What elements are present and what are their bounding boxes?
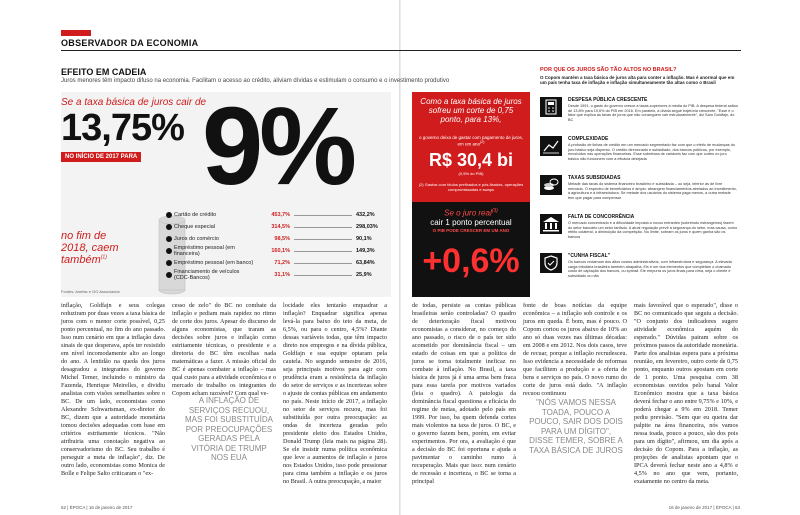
gdp-line-1-text: Se o juro real (444, 208, 492, 218)
row-bullet (166, 248, 172, 254)
row-arrow (294, 215, 352, 216)
row-old: 314,5% (271, 224, 290, 230)
row-label: Empréstimo pessoal (em banco) (174, 260, 254, 266)
row-bullet (166, 224, 172, 230)
table-row (174, 257, 388, 269)
section-rule (61, 50, 741, 51)
why-title: POR QUE OS JUROS SÃO TÃO ALTOS NO BRASIL? (540, 67, 677, 73)
row-new: 298,03% (356, 224, 378, 230)
row-old: 31,1% (274, 272, 290, 278)
row-label: Empréstimo pessoal (em financeira) (174, 245, 235, 257)
row-bullet (166, 212, 172, 218)
article-column-1: inflação, Goldfajn e seus colegas reduziram por duas vezes a taxa básica de juros com o menor corte possível, 0,25 ponto percentual, no fim do ano passado. Isso num cenário em que a inflação dava sinais de que desperava, após ter resistido em nível incomodamente alto ao longo do ano. A lentidão na queda dos juros desagradou a integrantes do governo Michel Temer, incluindo o ministro da Fazenda, Henrique Meirelles, e dividiu analistas com visões semelhantes sobre o BC. De um lado, economistas como Alexandre Schwartsman, ex-diretor do BC, dizem que a autoridade monetária tomou decisões adequadas com base em critérios estritamente técnicos. "Não atribuiria uma conotação negativa ao conservadorismo do BC. Seu trabalho é perseguir a meta de inflação", diz. De outro lado, economistas como Monica de Bolle e Felipe Salto criticaram o "ex- (61, 302, 165, 477)
row-arrow (294, 263, 352, 264)
row-arrow (294, 227, 352, 228)
article-column-6: mais favorável que o esperado", disse o BC no comunicado que seguiu a decisão. "O conjunto dos indicadores sugere atividade econômica aquém do esperado." Dúvidas pairam sobre os próximos passos da autoridade monetária. Parte dos analistas espera para a próxima reunião, em fevereiro, outro corte de 0,75 ponto, enquanto outros apostam em corte de 1 ponto. Uma pesquisa com 38 economistas ouvidos pelo banal Valor Econômico mostra que a taxa básica deverá fechar o ano entre 9,75% e 10%, e poderá chegar a 9% em 2018. Temer pediu previsão. "Sem que eu queira dar palpite na área financeira, nós vamos nessa toada, pouco a pouco, são dos pois para um dígito", afirmou, um dia após a decisão do Copom. Para a inflação, as projeções de analistas apontam que o IPCA deverá fechar neste ano a 4,8% e 4,5% no ano que vem, portanto, exatamente no centro da meta. (634, 302, 738, 485)
cause-title: "CUNHA FISCAL" (568, 253, 611, 259)
infographic-title: EFEITO EM CADEIA (61, 67, 147, 77)
gdp-box (412, 202, 530, 297)
row-label: Juros do comércio (174, 236, 219, 242)
pull-quote-2: "NÓS VAMOS NESSA TOADA, POUCO A POUCO, SAIR DOS DOIS PARA UM DÍGITO", DISSE TEMER, SOBRE A TAXA BÁSICA DE JUROS (529, 398, 623, 455)
fiscal-savings-box (412, 92, 530, 297)
red-box-sub-note: (2) (479, 140, 485, 144)
row-old: 71,2% (274, 260, 290, 266)
row-bullet (166, 236, 172, 242)
why-subtitle: O Copom mantém a taxa básica de juros alta para conter a inflação. Mas é anormal que em um país tenha taxa de inflação e inflação simultaneamente tão altas como o Brasil (540, 75, 735, 86)
cause-body: Metade das taxas do sistema financeiro brasileiro é subsidiada – ou seja, inferior às de livre mercado. O espectro de beneficiários é amplo: abrangem financiamentos atrelados ao investimento, à agricultura e à infraestrutura. Se metade dos usuários do sistema paga menos, a outra metade tem que pagar para compensar (568, 182, 737, 201)
fim-text-label: no fim de 2018, caem também (61, 230, 119, 267)
row-arrow (294, 251, 352, 252)
table-row (174, 221, 388, 233)
red-box-sub-text: o governo deixa de gastar com pagamento de juros, em um ano (418, 135, 524, 147)
cause-body: O mercado concentrado e a dificuldade imposta a novos entrantes (sobretudo estrangeiros) fazem do setor bancário um setor tarifado. A atual regulação prevê a segurança do setor, mas causa, como efeito colateral, a diminuição da competição. No limite, sobram os juros e quem ganha são os bancos (568, 221, 738, 240)
row-new: 149,3% (356, 248, 375, 254)
red-box-headline: Como a taxa básica de juros sofreu um corte de 0,75 ponto, para 13%, (420, 97, 522, 125)
row-label: Financiamento de veículos (CDC-Bancos) (174, 269, 240, 281)
row-bullet (166, 260, 172, 266)
rates-table (174, 209, 388, 281)
table-row (174, 269, 388, 281)
bank-icon (540, 214, 562, 234)
source-note: Fontes: Anefac e GO Associados (61, 289, 120, 294)
fim-text (61, 230, 131, 266)
cause-title: FALTA DE CONCORRÊNCIA (568, 214, 635, 220)
table-row (174, 209, 388, 221)
cause-title: TAXAS SUBSIDIADAS (568, 175, 621, 181)
table-row (174, 233, 388, 245)
row-arrow (294, 239, 352, 240)
row-label: Cartão de crédito (174, 212, 217, 218)
article-column-5: fonte de boas notícias da equipe econômica – a inflação sob controle e os juros em queda. É bom, mas é pouco. O Copom cortou os juros abaixo de 10% ao ano só duas vezes nas últimas décadas: em 2008 e em 2012. Nos dois casos, teve de recuar, porque a inflação recrudesceu. Isso evidencia a necessidade de reformas que facilitem a produção e a oferta de bens e serviços no país. O novo rumo do corte de juros está dado. "A inflação recuou continuou (523, 302, 627, 397)
cause-body: Os bancos reclamam dos altos custos administrativos, com infraestrutura e segurança. A elevada carga tributária brasileira também atrapalha. Eis é um dos elementos que completam o chamado custo de captação dos bancos, ou spread. Ele empurra os juros finais para cima, seja o cliente é subsidiado ou não (568, 260, 732, 279)
row-old: 453,7% (271, 212, 290, 218)
selic-to-value: 9% (202, 85, 353, 208)
gdp-line-1-note: (3) (491, 208, 498, 214)
coins-icon (540, 175, 562, 195)
section-title: OBSERVADOR DA ECONOMIA (61, 38, 199, 48)
row-label: Cheque especial (174, 224, 215, 230)
cause-title: COMPLEXIDADE (568, 136, 609, 142)
selic-from-value: 13,75% (61, 107, 184, 149)
footer-left: 62 | ÉPOCA | 16 de janeiro de 2017 (61, 505, 133, 510)
row-old: 160,1% (271, 248, 290, 254)
article-column-3: locidade eles tentarão enquadrar a inflação? Enquadrar significa apenas levá-la para baixo do teto da meta, de 6,5%, ou para o centro, 4,5%? Diante dessas variáveis todas, que têm impacto direto nos empregos e na dívida pública, Goldfajn e sua equipe optaram pela cautela. No segundo semestre de 2016, seja principais motivos para agir com prudência eram a resistência da inflação do setor de serviços e as incertezas sobre o ajuste de contas públicas em andamento no país. Neste início de 2017, a inflação no setor de serviços recuou, mas foi substituída por outra preocupação: as ondas de incerteza geradas pelo presidente eleito dos Estados Unidos, Donald Trump (leia mais na página 28). Se ele insistir numa política econômica que leve a aumentos de inflação e juros nos Estados Unidos, isso pode pressionar para cima também a inflação e os juros no Brasil. A outra preocupação, a maior (283, 302, 387, 485)
row-arrow (294, 275, 352, 276)
gdp-line-1 (412, 208, 530, 218)
gdp-line-2: cair 1 ponto percentual (430, 218, 512, 227)
article-column-2: cesso de zelo" do BC no combate da inflação e pediam mais rapidez no ritmo de corte dos juros. Apesar do discurso de alguns economistas, que traram as decisões sobre juros e inflação como estritamente técnicas, o presidente e a diretoria do BC têm escolhas nada matemáticas a fazer. A missão oficial do BC é apenas combater a inflação – mas qual custo para a atividade econômica e o mercado de trabalho os integrantes do Copom acham razoável? Com qual ve- (172, 302, 276, 397)
red-box-amount: R$ 30,4 bi (428, 150, 514, 170)
red-box-amount-note: (0,5% do PIB) (458, 171, 484, 176)
red-box-sub (418, 135, 524, 147)
section-kicker-bar (61, 30, 91, 36)
row-old: 98,5% (274, 236, 290, 242)
selic-line: Se a taxa básica de juros cair de (61, 97, 207, 108)
fim-text-note: (1) (100, 254, 107, 261)
row-new: 25,9% (356, 272, 372, 278)
footer-right: 16 de janeiro de 2017 | ÉPOCA | 63 (668, 505, 740, 510)
cause-body: Desde 1991, o gasto do governo cresce a taxas superiores à média do PIB. A despesa federal saltou de 13,8% para 19,6% do PIB em 2016. Em paralelo, a dívida segue trajetória crescente. "Esse é o fator que explica as taxas de juros que não conseguem cair estruturalmente", diz Sam Goldfajn, do BC (568, 104, 738, 123)
calculator-icon (540, 97, 562, 117)
shield-icon (540, 253, 562, 273)
pull-quote-1: A INFLAÇÃO DE SERVIÇOS RECUOU, MAS FOI SUBSTITUÍDA POR PREOCUPAÇÕES GERADAS PELA VITÓRIA DE TRUMP NOS EUA (184, 396, 273, 462)
cause-title: DESPESA PÚBLICA CRESCENTE (568, 97, 648, 103)
chart-icon (540, 136, 562, 156)
row-new: 432,2% (356, 212, 375, 218)
infographic-subtitle: Juros menores têm impacto difuso na economia. Facilitam o acesso ao crédito, aliviam dívidas e estimulam o consumo e o investimento produtivo (61, 78, 450, 84)
gdp-growth-value: +0,6% (422, 242, 520, 280)
gdp-line-3: O PIB PODE CRESCER EM UM ANO (432, 228, 510, 233)
row-new: 90,1% (356, 236, 372, 242)
row-new: 63,84% (356, 260, 375, 266)
row-bullet (166, 272, 172, 278)
selic-pill: NO INÍCIO DE 2017 PARA (61, 152, 141, 162)
article-column-4: de todas, persiste as contas públicas brasileiras serão controladas? O quadro de deterioração fiscal motivou economistas a considerar, no começo do ano passado, o risco de o país ter sido acometido por dominância fiscal – um estado de coisas em que a política de juros se torna totalmente ineficaz no combate à inflação. No Brasil, a taxa básica de juros já é uma arma bem fraca para essa tarefa por motivos variados (leia o quadro). A patologia da dominância fiscal questiona a eficácia do regime de metas, adotado pelo país em 1999. Por isso, ba quem defenda cortes mais violentos na taxa de juros. O BC, e o governo fazem bem, porém, em evitar experimentos. Por ora, a avaliação é que a decisão do BC foi oportuna e ajuda a pavimentar o caminho rumo à recuperação. Mais que isso: num cenário de recessão e incerteza, o BC se torna a principal (412, 302, 516, 485)
cause-body: A profusão de linhas de crédito em um mercado segmentado faz com que o efeito de mudanças do juro básico seja disperso. O crédito direcionado e subsidiado, dos bancos públicos, por exemplo, envolvidos nas operações financeiras. Esse sobretaxa de variáveis faz com que cortes no juro básico não funcionem com a eficácia desejada (568, 143, 735, 162)
red-box-footnote: (2) Gastos com títulos prefixados e pós-fixados, operações compromissadas e swaps (418, 182, 524, 192)
table-row (174, 245, 388, 257)
